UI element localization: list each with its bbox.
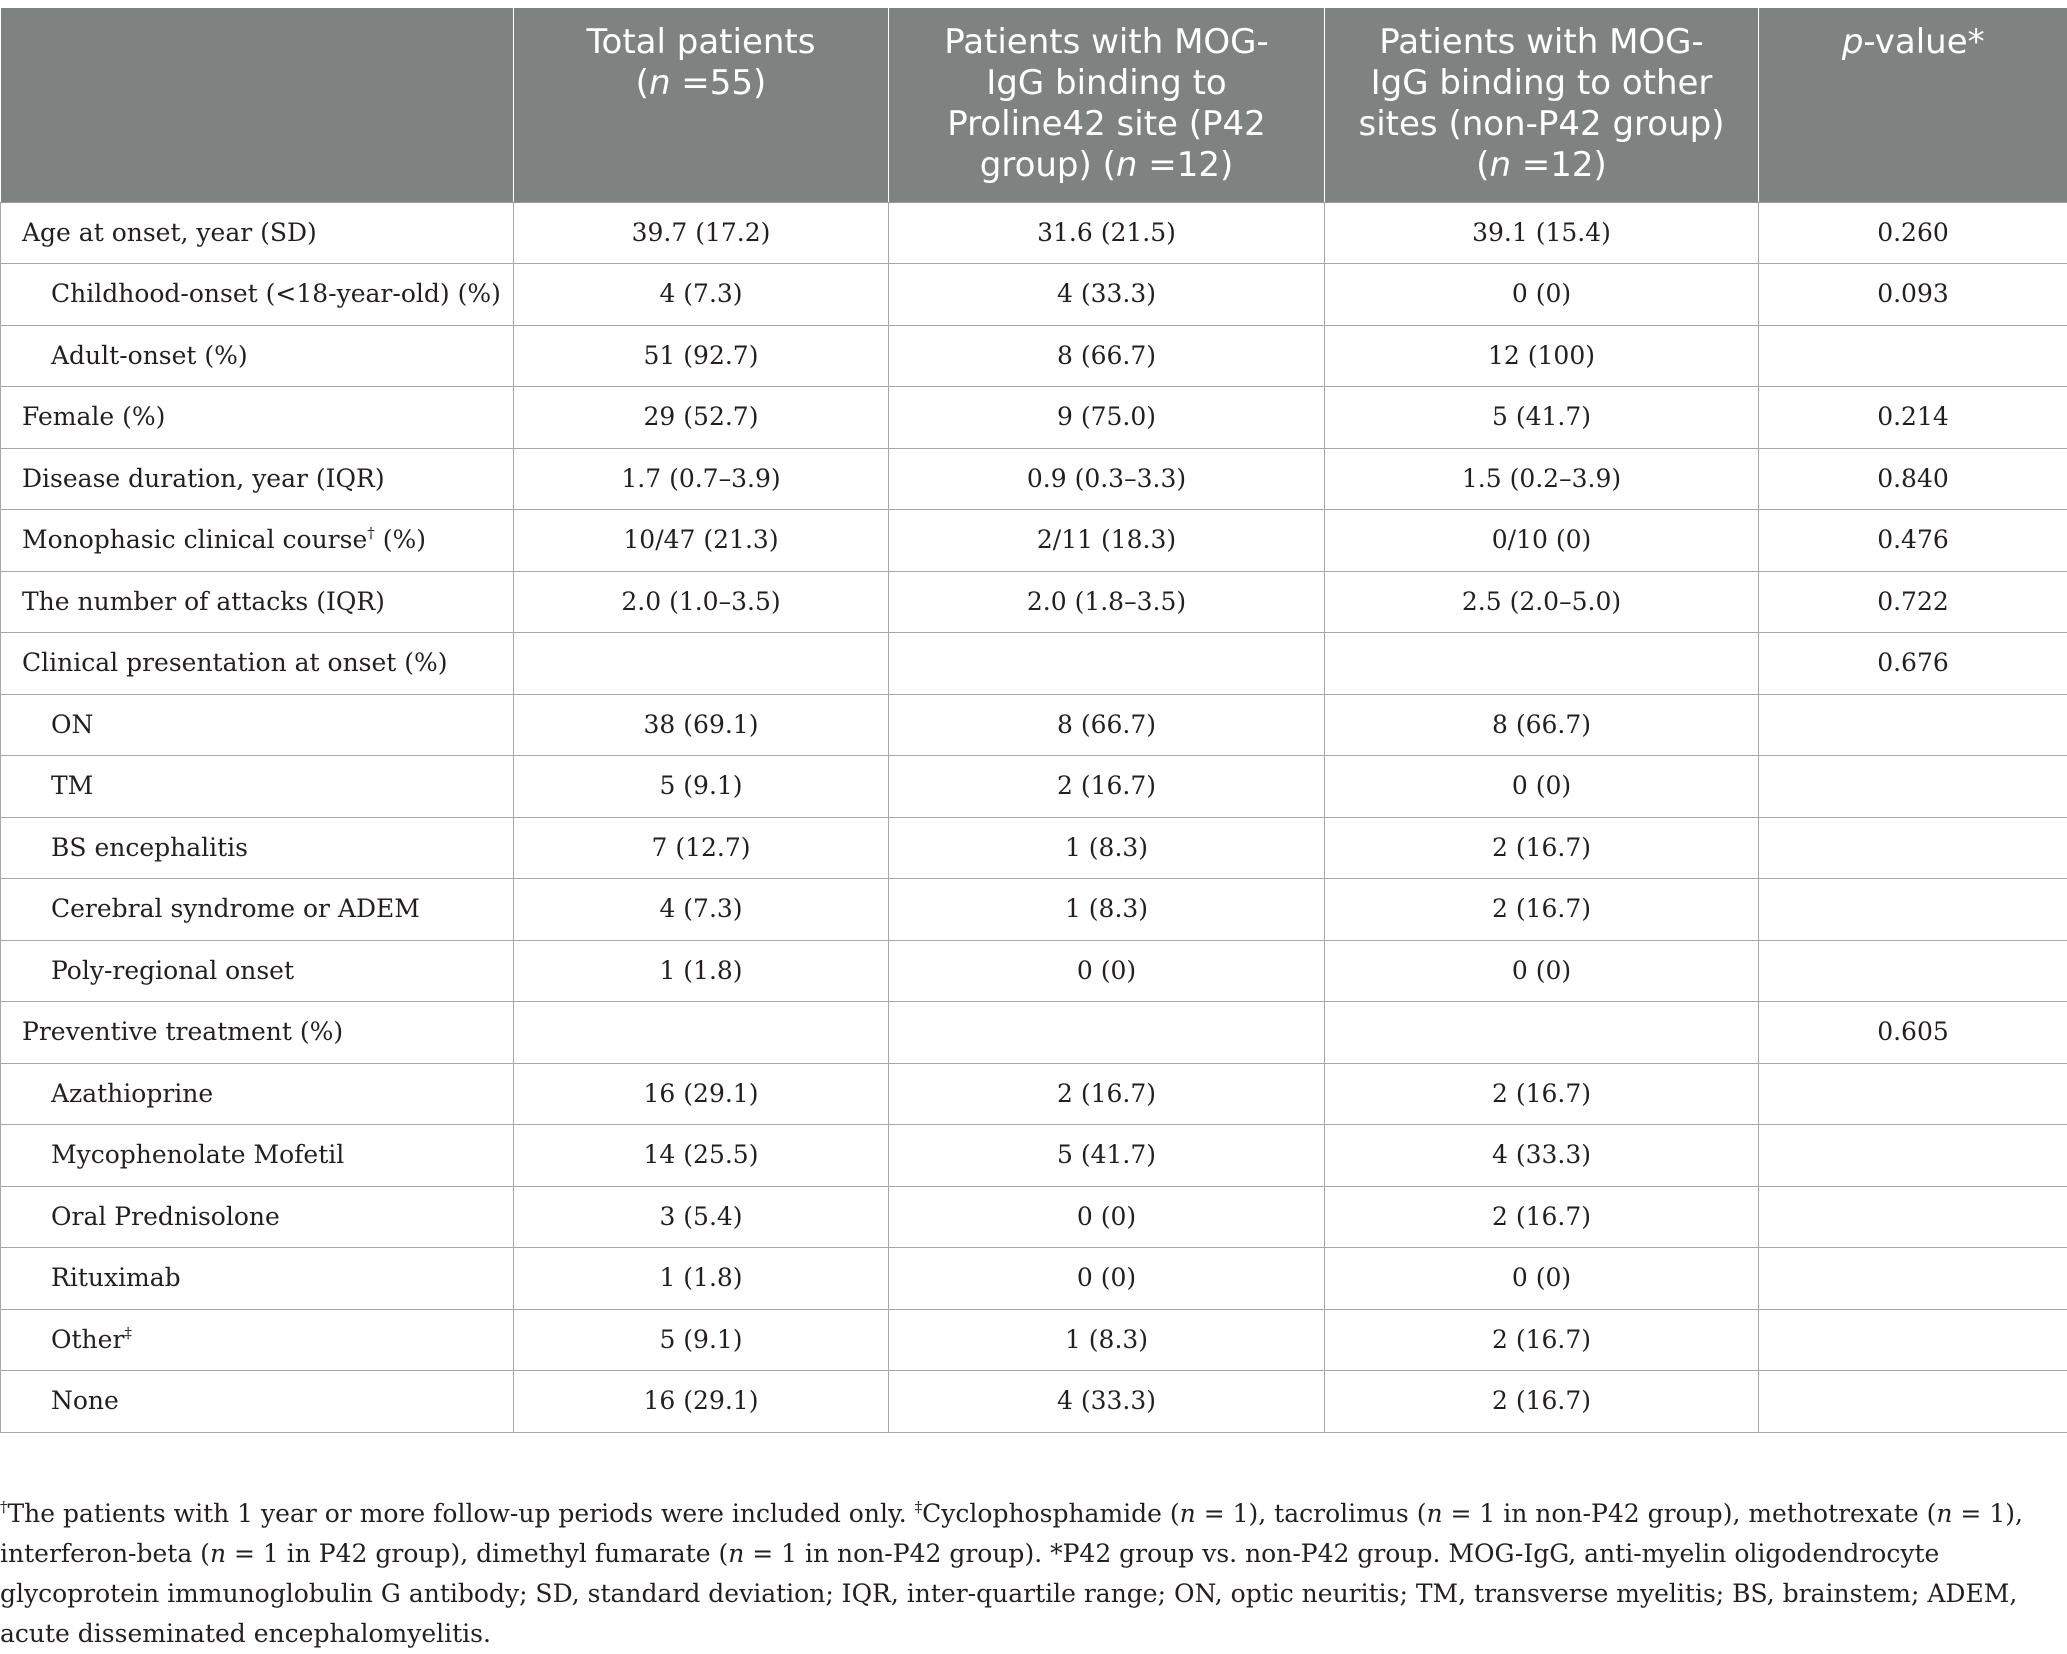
row-label: Childhood-onset (<18-year-old) (%) bbox=[1, 264, 514, 326]
table-row-poly-regional-onset bbox=[1, 940, 2067, 1002]
cell-non-p42: 5 (41.7) bbox=[1325, 387, 1759, 449]
cell-non-p42 bbox=[1325, 1002, 1759, 1064]
cell-p42: 0.9 (0.3–3.3) bbox=[889, 448, 1325, 510]
cell-total bbox=[514, 633, 889, 695]
cell-non-p42: 0 (0) bbox=[1325, 940, 1759, 1002]
cell-non-p42: 0 (0) bbox=[1325, 756, 1759, 818]
header-p42-group: Patients with MOG- IgG binding to Proline42 site (P42 group) (n =12) bbox=[889, 8, 1325, 202]
cell-p-value: 0.605 bbox=[1759, 1002, 2067, 1064]
cell-total: 4 (7.3) bbox=[514, 879, 889, 941]
row-label: Mycophenolate Mofetil bbox=[1, 1125, 514, 1187]
cell-p42: 1 (8.3) bbox=[889, 879, 1325, 941]
table-row-age-at-onset bbox=[1, 202, 2067, 264]
table-row-childhood-onset bbox=[1, 264, 2067, 326]
table-row-bs-encephalitis bbox=[1, 817, 2067, 879]
cell-p-value: 0.093 bbox=[1759, 264, 2067, 326]
table-row-female bbox=[1, 387, 2067, 449]
cell-total: 3 (5.4) bbox=[514, 1186, 889, 1248]
cell-p42: 1 (8.3) bbox=[889, 1309, 1325, 1371]
table-row-preventive-treatment bbox=[1, 1002, 2067, 1064]
cell-total: 39.7 (17.2) bbox=[514, 202, 889, 264]
cell-total bbox=[514, 1002, 889, 1064]
cell-p-value bbox=[1759, 879, 2067, 941]
cell-p42: 2 (16.7) bbox=[889, 756, 1325, 818]
row-label: Female (%) bbox=[1, 387, 514, 449]
cell-p-value: 0.840 bbox=[1759, 448, 2067, 510]
table-row-disease-duration bbox=[1, 448, 2067, 510]
row-label: Adult-onset (%) bbox=[1, 325, 514, 387]
cell-non-p42: 0 (0) bbox=[1325, 264, 1759, 326]
cell-total: 10/47 (21.3) bbox=[514, 510, 889, 572]
row-label: BS encephalitis bbox=[1, 817, 514, 879]
cell-p42: 0 (0) bbox=[889, 1186, 1325, 1248]
cell-non-p42: 2 (16.7) bbox=[1325, 1186, 1759, 1248]
cell-non-p42: 39.1 (15.4) bbox=[1325, 202, 1759, 264]
cell-non-p42: 2 (16.7) bbox=[1325, 817, 1759, 879]
cell-total: 7 (12.7) bbox=[514, 817, 889, 879]
table-row-cerebral-syndrome bbox=[1, 879, 2067, 941]
double-dagger-mark: ‡ bbox=[124, 1324, 132, 1342]
table-row-tm bbox=[1, 756, 2067, 818]
cell-p42: 0 (0) bbox=[889, 1248, 1325, 1310]
cell-p42: 1 (8.3) bbox=[889, 817, 1325, 879]
row-label: TM bbox=[1, 756, 514, 818]
cell-total: 16 (29.1) bbox=[514, 1063, 889, 1125]
table-row-on bbox=[1, 694, 2067, 756]
table-row-mycophenolate-mofetil bbox=[1, 1125, 2067, 1187]
table-row-rituximab bbox=[1, 1248, 2067, 1310]
table-row-none bbox=[1, 1371, 2067, 1433]
cell-p42: 2.0 (1.8–3.5) bbox=[889, 571, 1325, 633]
table-row-clinical-presentation bbox=[1, 633, 2067, 695]
row-label: Clinical presentation at onset (%) bbox=[1, 633, 514, 695]
cell-p42: 5 (41.7) bbox=[889, 1125, 1325, 1187]
row-label: Preventive treatment (%) bbox=[1, 1002, 514, 1064]
cell-total: 5 (9.1) bbox=[514, 756, 889, 818]
row-label: Other‡ bbox=[1, 1309, 514, 1371]
cell-non-p42: 8 (66.7) bbox=[1325, 694, 1759, 756]
cell-non-p42: 2 (16.7) bbox=[1325, 879, 1759, 941]
header-blank bbox=[1, 8, 514, 202]
cell-p42: 2 (16.7) bbox=[889, 1063, 1325, 1125]
cell-p-value bbox=[1759, 817, 2067, 879]
row-label: Oral Prednisolone bbox=[1, 1186, 514, 1248]
cell-p42: 8 (66.7) bbox=[889, 694, 1325, 756]
header-total-patients: Total patients (n =55) bbox=[514, 8, 889, 202]
cell-p-value: 0.260 bbox=[1759, 202, 2067, 264]
cell-non-p42: 2.5 (2.0–5.0) bbox=[1325, 571, 1759, 633]
cell-p-value bbox=[1759, 325, 2067, 387]
cell-p-value bbox=[1759, 1371, 2067, 1433]
row-label: ON bbox=[1, 694, 514, 756]
row-label: Monophasic clinical course† (%) bbox=[1, 510, 514, 572]
cell-non-p42: 2 (16.7) bbox=[1325, 1371, 1759, 1433]
cell-total: 29 (52.7) bbox=[514, 387, 889, 449]
cell-p42: 4 (33.3) bbox=[889, 264, 1325, 326]
cell-p42: 4 (33.3) bbox=[889, 1371, 1325, 1433]
header-p-value: p-value* bbox=[1759, 8, 2067, 202]
patient-characteristics-table bbox=[0, 8, 2067, 1433]
cell-p-value: 0.676 bbox=[1759, 633, 2067, 695]
cell-non-p42: 0/10 (0) bbox=[1325, 510, 1759, 572]
cell-non-p42: 0 (0) bbox=[1325, 1248, 1759, 1310]
cell-total: 5 (9.1) bbox=[514, 1309, 889, 1371]
cell-total: 14 (25.5) bbox=[514, 1125, 889, 1187]
cell-non-p42: 4 (33.3) bbox=[1325, 1125, 1759, 1187]
cell-p42: 31.6 (21.5) bbox=[889, 202, 1325, 264]
cell-non-p42: 1.5 (0.2–3.9) bbox=[1325, 448, 1759, 510]
cell-non-p42 bbox=[1325, 633, 1759, 695]
cell-total: 2.0 (1.0–3.5) bbox=[514, 571, 889, 633]
cell-p-value: 0.214 bbox=[1759, 387, 2067, 449]
cell-p42: 0 (0) bbox=[889, 940, 1325, 1002]
cell-p42 bbox=[889, 633, 1325, 695]
cell-p-value bbox=[1759, 1309, 2067, 1371]
cell-non-p42: 2 (16.7) bbox=[1325, 1063, 1759, 1125]
cell-p42: 9 (75.0) bbox=[889, 387, 1325, 449]
cell-p42 bbox=[889, 1002, 1325, 1064]
cell-p-value bbox=[1759, 1248, 2067, 1310]
row-label: Disease duration, year (IQR) bbox=[1, 448, 514, 510]
dagger-mark: † bbox=[367, 524, 375, 542]
cell-total: 1 (1.8) bbox=[514, 1248, 889, 1310]
row-label: Age at onset, year (SD) bbox=[1, 202, 514, 264]
cell-total: 16 (29.1) bbox=[514, 1371, 889, 1433]
row-label: Azathioprine bbox=[1, 1063, 514, 1125]
cell-p-value bbox=[1759, 694, 2067, 756]
cell-non-p42: 2 (16.7) bbox=[1325, 1309, 1759, 1371]
cell-total: 1 (1.8) bbox=[514, 940, 889, 1002]
table-row-monophasic-course bbox=[1, 510, 2067, 572]
cell-total: 1.7 (0.7–3.9) bbox=[514, 448, 889, 510]
row-label: Rituximab bbox=[1, 1248, 514, 1310]
table-row-other bbox=[1, 1309, 2067, 1371]
cell-total: 51 (92.7) bbox=[514, 325, 889, 387]
cell-non-p42: 12 (100) bbox=[1325, 325, 1759, 387]
cell-p-value bbox=[1759, 1125, 2067, 1187]
cell-p-value bbox=[1759, 940, 2067, 1002]
row-label: Cerebral syndrome or ADEM bbox=[1, 879, 514, 941]
cell-p-value: 0.476 bbox=[1759, 510, 2067, 572]
row-label: Poly-regional onset bbox=[1, 940, 514, 1002]
table-row-azathioprine bbox=[1, 1063, 2067, 1125]
cell-p-value bbox=[1759, 756, 2067, 818]
table-row-adult-onset bbox=[1, 325, 2067, 387]
cell-p42: 8 (66.7) bbox=[889, 325, 1325, 387]
row-label: The number of attacks (IQR) bbox=[1, 571, 514, 633]
table-header-row bbox=[1, 8, 2067, 202]
cell-total: 38 (69.1) bbox=[514, 694, 889, 756]
cell-p-value bbox=[1759, 1063, 2067, 1125]
cell-p-value bbox=[1759, 1186, 2067, 1248]
table-row-number-of-attacks bbox=[1, 571, 2067, 633]
table-row-oral-prednisolone bbox=[1, 1186, 2067, 1248]
cell-p-value: 0.722 bbox=[1759, 571, 2067, 633]
cell-p42: 2/11 (18.3) bbox=[889, 510, 1325, 572]
header-non-p42-group: Patients with MOG- IgG binding to other sites (non-P42 group) (n =12) bbox=[1325, 8, 1759, 202]
cell-total: 4 (7.3) bbox=[514, 264, 889, 326]
row-label: None bbox=[1, 1371, 514, 1433]
table-footnote: †The patients with 1 year or more follow-up periods were included only. ‡Cyclophosphamide (n = 1), tacrolimus (n = 1 in non-P42 group), methotrexate (n = 1), interferon-beta (n = 1 in P42 group), dimethyl fumarate (n = 1 in non-P42 group). *P42 group vs. non-P42 group. MOG-IgG, anti-myelin oligodendrocyte glycoprotein immunoglobulin G antibody; SD, standard deviation; IQR, inter-quartile range; ON, optic neuritis; TM, transverse myelitis; BS, brainstem; ADEM, acute disseminated encephalomyelitis. bbox=[0, 1494, 2040, 1654]
